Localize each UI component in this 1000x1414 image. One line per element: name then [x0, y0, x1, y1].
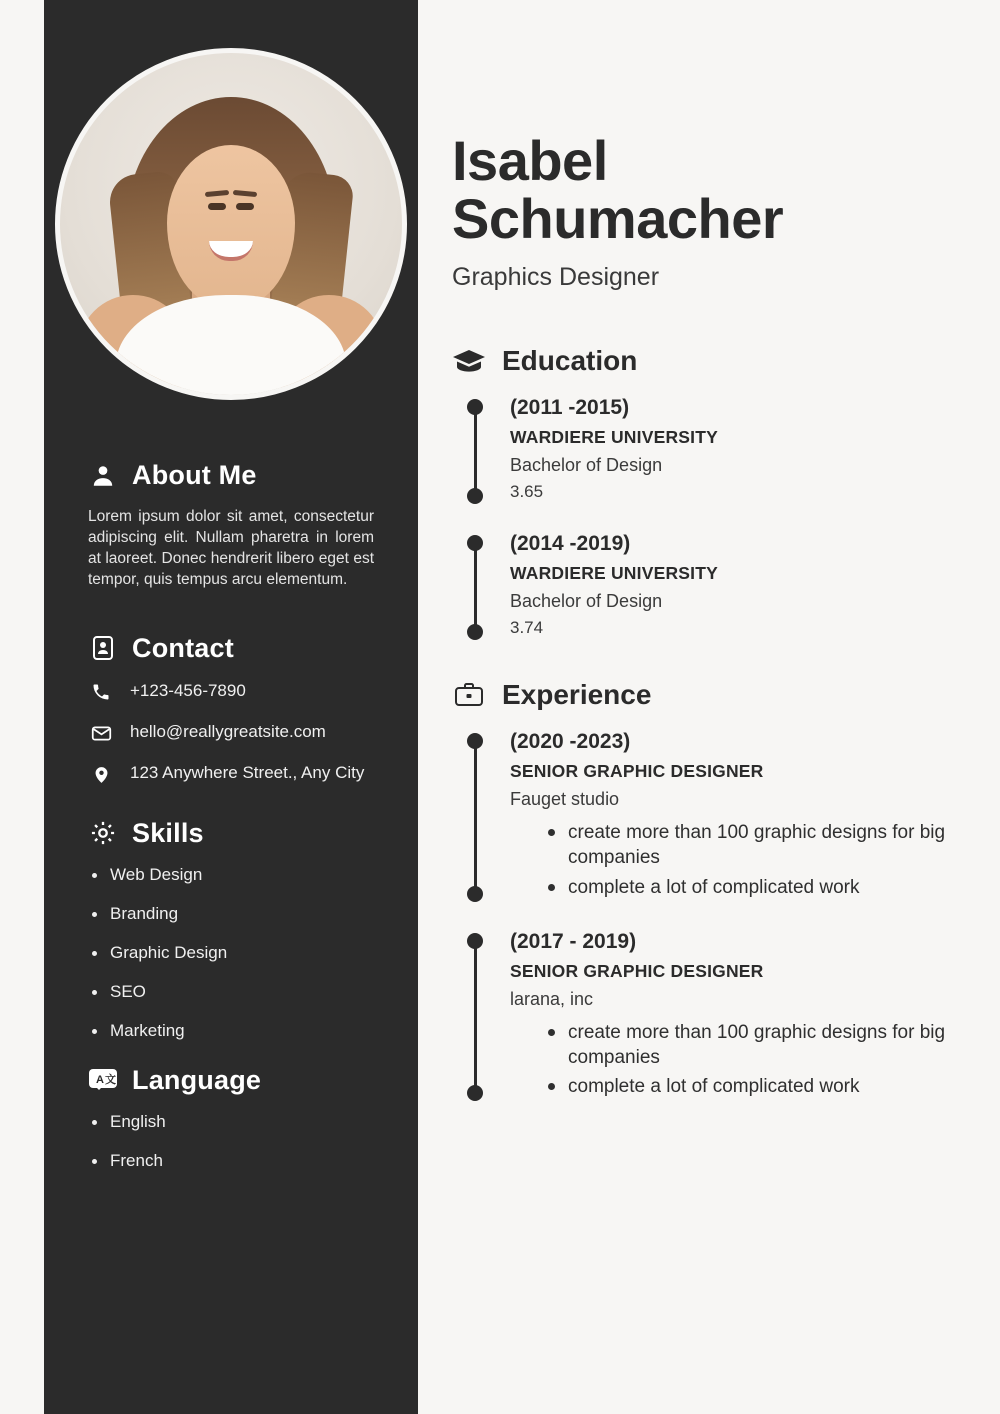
contact-title: Contact [132, 632, 234, 663]
about-section [44, 460, 418, 591]
language-title: Language [132, 1064, 262, 1095]
contact-phone-value: +123-456-7890 [130, 680, 246, 700]
contact-email-value: hello@reallygreatsite.com [130, 721, 326, 741]
contact-address-value: 123 Anywhere Street., Any City [130, 762, 365, 782]
sidebar [44, 0, 418, 1414]
list-item: French [88, 1151, 374, 1171]
language-section [44, 1065, 418, 1171]
entry-years: (2020 -2023) [510, 730, 631, 754]
translate-icon [88, 1065, 118, 1095]
contact-heading [88, 633, 374, 664]
education-title: Education [502, 345, 638, 377]
list-item: Web Design [88, 865, 374, 885]
svg-text:文: 文 [105, 1074, 116, 1087]
page-title [452, 129, 1000, 250]
skills-list [88, 865, 374, 1041]
entry-subtitle: larana, inc [510, 988, 594, 1009]
list-item: complete a lot of complicated work [548, 875, 1000, 900]
person-icon [88, 461, 118, 491]
contact-item-address[interactable] [88, 762, 374, 786]
entry-subtitle: Bachelor of Design [510, 455, 663, 476]
entry-subtitle: Fauget studio [510, 789, 620, 810]
about-text: Lorem ipsum dolor sit amet, consectetur adipiscing elit. Nullam pharetra in lorem at laoreet. Donec hendrerit libero eget est tempor, quis tempus arcu elementum. [88, 508, 374, 588]
experience-title: Experience [502, 679, 652, 711]
first-name: Isabel [452, 129, 608, 192]
last-name: Schumacher [452, 186, 784, 250]
list-item: complete a lot of complicated work [548, 1074, 1000, 1099]
contact-card-icon [88, 633, 118, 663]
list-item: create more than 100 graphic designs for big companies [548, 1020, 1000, 1070]
experience-entry [452, 930, 1000, 1099]
list-item: Marketing [88, 1021, 374, 1041]
contact-item-email[interactable] [88, 721, 374, 744]
skills-title: Skills [132, 817, 204, 848]
skills-section [44, 818, 418, 1041]
briefcase-icon [452, 678, 486, 712]
entry-organization: WARDIERE UNIVERSITY [510, 563, 718, 584]
location-pin-icon [88, 762, 114, 786]
job-role: Graphics Designer [452, 263, 660, 292]
entry-years: (2011 -2015) [510, 396, 630, 420]
phone-icon [88, 680, 114, 702]
avatar [55, 48, 407, 400]
graduation-cap-icon [452, 344, 486, 378]
education-heading [452, 344, 1000, 378]
about-title: About Me [132, 460, 257, 490]
experience-entry [452, 730, 1000, 899]
entry-years: (2014 -2019) [510, 532, 631, 556]
envelope-icon [88, 721, 114, 744]
list-item: English [88, 1112, 374, 1132]
svg-text:A: A [96, 1074, 104, 1087]
about-heading [88, 460, 374, 491]
language-list [88, 1112, 374, 1171]
avatar-image [60, 53, 402, 395]
entry-organization: SENIOR GRAPHIC DESIGNER [510, 761, 764, 782]
contact-item-phone[interactable] [88, 680, 374, 703]
education-entry [452, 532, 1000, 638]
experience-heading [452, 678, 1000, 712]
entry-subtitle: Bachelor of Design [510, 591, 663, 612]
list-item: Branding [88, 904, 374, 924]
entry-gpa: 3.65 [510, 482, 544, 502]
list-item: Graphic Design [88, 943, 374, 963]
entry-gpa: 3.74 [510, 618, 544, 638]
education-entry [452, 396, 1000, 502]
list-item: SEO [88, 982, 374, 1002]
list-item: create more than 100 graphic designs for big companies [548, 820, 1000, 870]
skills-heading [88, 818, 374, 849]
entry-years: (2017 - 2019) [510, 929, 637, 953]
gear-icon [88, 818, 118, 848]
entry-organization: WARDIERE UNIVERSITY [510, 427, 718, 448]
entry-bullets [510, 1020, 1000, 1099]
language-heading [88, 1065, 374, 1096]
entry-organization: SENIOR GRAPHIC DESIGNER [510, 960, 764, 981]
main-content [452, 0, 1000, 1414]
contact-section [44, 633, 418, 786]
entry-bullets [510, 820, 1000, 899]
